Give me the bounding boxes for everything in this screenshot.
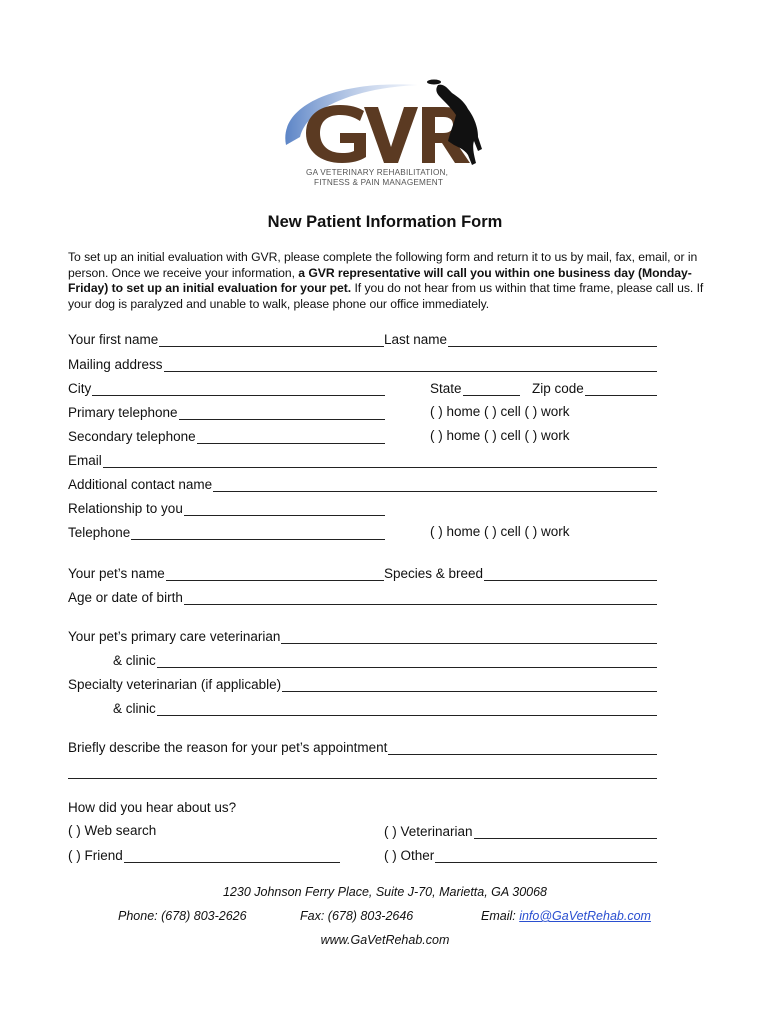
species-breed-label: Species & breed [384, 566, 484, 581]
intro-text-bold: a GVR representative will call you within one business day (Monday-Friday) to set up an initial evaluation for your pet. [68, 265, 692, 295]
friend-option[interactable] [68, 846, 340, 863]
relationship-label: Relationship to you [68, 501, 183, 516]
reason-field[interactable] [68, 738, 657, 755]
friend-label: ( ) Friend [68, 848, 123, 863]
primary-phone-label: Primary telephone [68, 405, 178, 420]
veterinarian-option[interactable] [384, 822, 657, 839]
primary-phone-field[interactable] [68, 403, 385, 420]
primary-phone-type-options[interactable]: ( ) home ( ) cell ( ) work [430, 404, 570, 419]
city-blank[interactable] [92, 382, 385, 396]
gvr-logo [278, 75, 490, 187]
mailing-address-label: Mailing address [68, 357, 163, 372]
form-title: New Patient Information Form [267, 213, 503, 231]
other-option[interactable] [384, 846, 657, 863]
additional-contact-blank[interactable] [213, 478, 657, 492]
last-name-field[interactable] [384, 330, 657, 347]
footer-email-label: Email: [481, 909, 520, 923]
svg-text:GA VETERINARY REHABILITATION,: GA VETERINARY REHABILITATION, [306, 168, 449, 177]
footer-website[interactable]: www.GaVetRehab.com [320, 933, 450, 947]
additional-contact-field[interactable] [68, 475, 657, 492]
email-field[interactable] [68, 451, 657, 468]
additional-contact-label: Additional contact name [68, 477, 213, 492]
primary-vet-field[interactable] [68, 627, 657, 644]
other-blank[interactable] [435, 849, 657, 863]
relationship-blank[interactable] [184, 502, 385, 516]
species-breed-field[interactable] [384, 564, 657, 581]
specialty-vet-blank[interactable] [282, 678, 657, 692]
contact-phone-type-options[interactable]: ( ) home ( ) cell ( ) work [430, 524, 570, 539]
specialty-vet-field[interactable] [68, 675, 657, 692]
hear-about-label: How did you hear about us? [68, 800, 237, 815]
intro-paragraph [68, 250, 708, 312]
svg-text:FITNESS & PAIN MANAGEMENT: FITNESS & PAIN MANAGEMENT [314, 178, 444, 187]
mailing-address-field[interactable] [68, 355, 657, 372]
reason-label: Briefly describe the reason for your pet’s appointment [68, 740, 388, 755]
zip-blank[interactable] [585, 382, 657, 396]
age-dob-field[interactable] [68, 588, 657, 605]
primary-clinic-field[interactable] [113, 651, 657, 668]
primary-vet-label: Your pet’s primary care veterinarian [68, 629, 281, 644]
primary-clinic-label: & clinic [113, 653, 156, 668]
primary-clinic-blank[interactable] [157, 654, 657, 668]
city-label: City [68, 381, 92, 396]
intro-text-1: To set up an initial evaluation with GVR, please complete the following form and return it to us by mail, fax, email, or in person. Once we receive your information, [68, 250, 698, 280]
relationship-field[interactable] [68, 499, 385, 516]
email-label: Email [68, 453, 102, 468]
intro-text-2: If you do not hear from us within that time frame, please call us. If your dog is paralyzed and unable to walk, please phone our office immediately. [68, 281, 704, 311]
first-name-field[interactable] [68, 330, 384, 347]
age-dob-label: Age or date of birth [68, 590, 183, 605]
contact-telephone-field[interactable] [68, 523, 385, 540]
mailing-address-blank[interactable] [164, 358, 657, 372]
reason-blank-2[interactable] [68, 765, 657, 779]
state-field[interactable] [430, 379, 520, 396]
zip-field[interactable] [532, 379, 657, 396]
other-label: ( ) Other [384, 848, 435, 863]
gvr-logo-graphic [278, 75, 490, 187]
state-label: State [430, 381, 462, 396]
web-search-option[interactable]: ( ) Web search [68, 823, 157, 838]
pet-name-blank[interactable] [166, 567, 384, 581]
secondary-phone-blank[interactable] [197, 430, 385, 444]
footer-email-link[interactable]: info@GaVetRehab.com [519, 909, 651, 923]
specialty-clinic-field[interactable] [113, 699, 657, 716]
reason-field-line-2[interactable] [68, 762, 657, 779]
specialty-vet-label: Specialty veterinarian (if applicable) [68, 677, 282, 692]
veterinarian-blank[interactable] [474, 825, 657, 839]
last-name-label: Last name [384, 332, 448, 347]
species-breed-blank[interactable] [484, 567, 657, 581]
city-field[interactable] [68, 379, 385, 396]
secondary-phone-field[interactable] [68, 427, 385, 444]
reason-blank[interactable] [388, 741, 657, 755]
contact-telephone-blank[interactable] [131, 526, 385, 540]
pet-name-field[interactable] [68, 564, 384, 581]
first-name-label: Your first name [68, 332, 159, 347]
specialty-clinic-blank[interactable] [157, 702, 657, 716]
footer-fax: Fax: (678) 803-2646 [300, 909, 414, 923]
secondary-phone-type-options[interactable]: ( ) home ( ) cell ( ) work [430, 428, 570, 443]
secondary-phone-label: Secondary telephone [68, 429, 196, 444]
footer-address: 1230 Johnson Ferry Place, Suite J-70, Marietta, GA 30068 [222, 885, 548, 899]
friend-blank[interactable] [124, 849, 340, 863]
first-name-blank[interactable] [159, 333, 384, 347]
primary-vet-blank[interactable] [281, 630, 657, 644]
primary-phone-blank[interactable] [179, 406, 385, 420]
footer-email [481, 909, 651, 923]
state-blank[interactable] [463, 382, 520, 396]
footer-phone: Phone: (678) 803-2626 [118, 909, 247, 923]
contact-telephone-label: Telephone [68, 525, 131, 540]
veterinarian-label: ( ) Veterinarian [384, 824, 473, 839]
email-blank[interactable] [103, 454, 657, 468]
last-name-blank[interactable] [448, 333, 657, 347]
pet-name-label: Your pet’s name [68, 566, 165, 581]
age-dob-blank[interactable] [184, 591, 657, 605]
zip-label: Zip code [532, 381, 584, 396]
specialty-clinic-label: & clinic [113, 701, 156, 716]
